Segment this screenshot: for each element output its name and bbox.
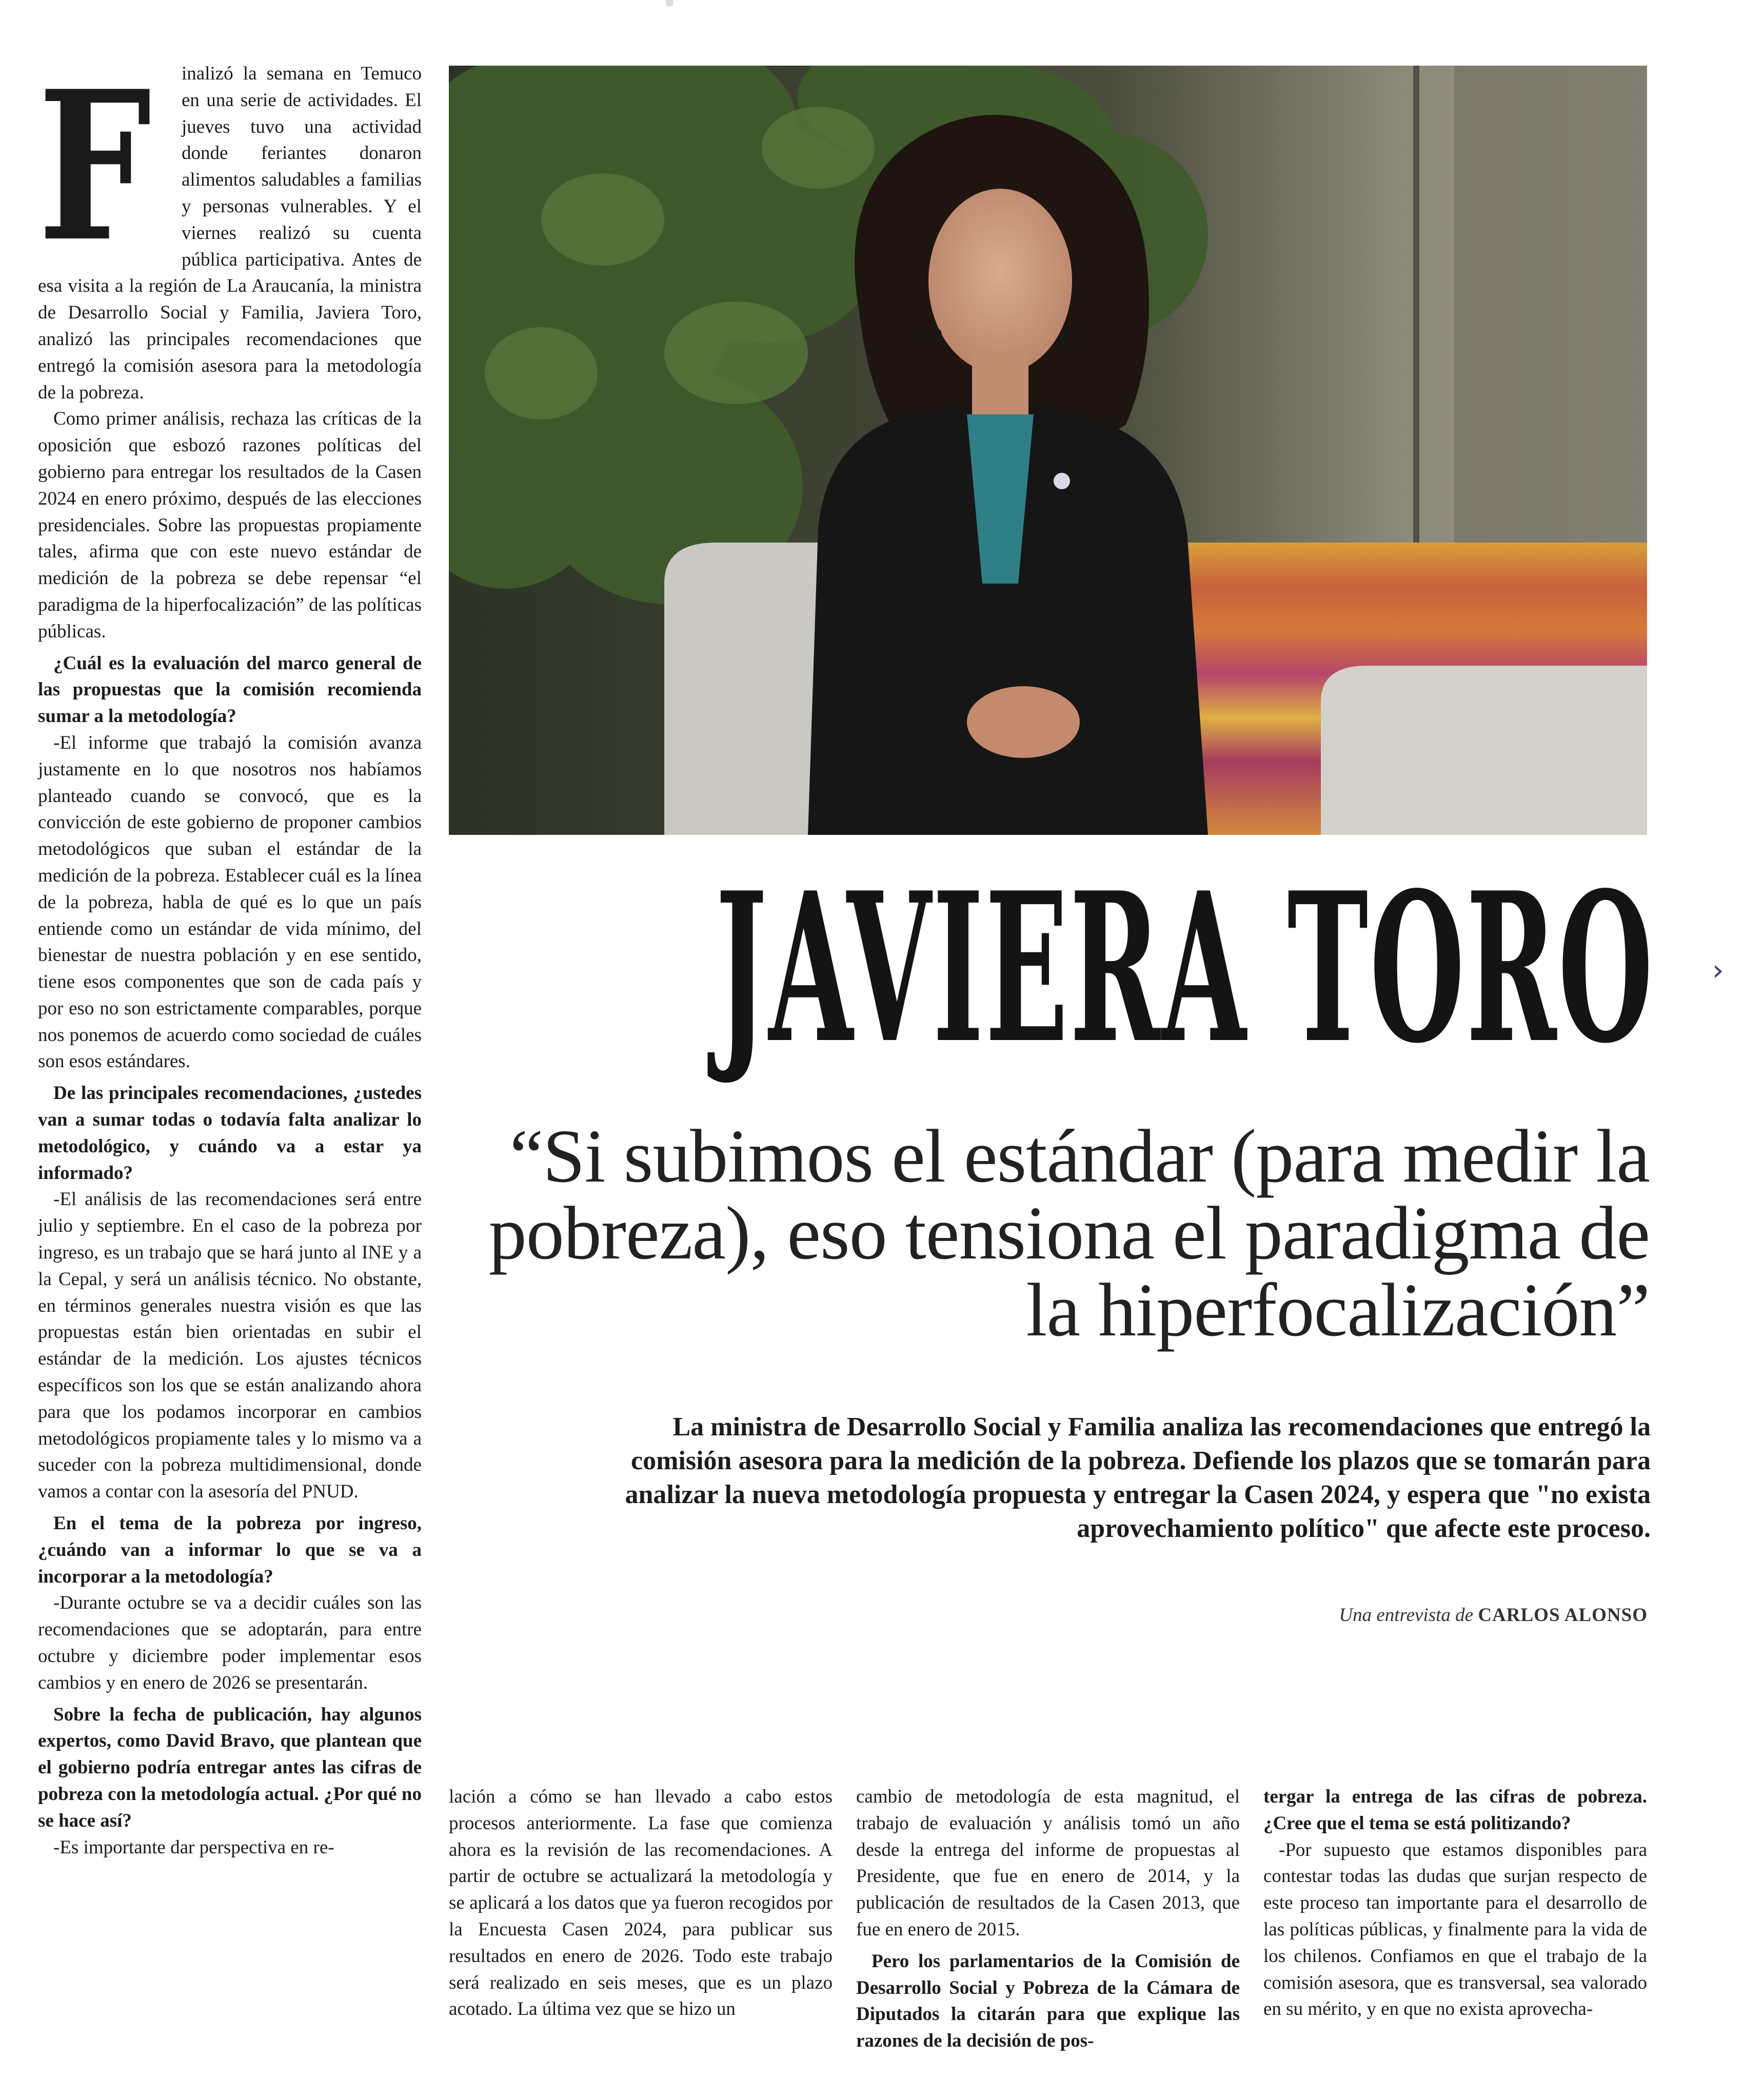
intro-paragraph — [38, 46, 422, 406]
bottom-col-2-text: lación a cómo se han llevado a cabo estos procesos anteriormente. La fase que comienza ahora es la revisión de las recomendaciones. A partir de octubre se actualizará la metodología y se aplicará a los datos que ya fueron recogidos por la Encuesta Casen 2024, para publicar sus resultados en enero de 2026. Todo este trabajo será realizado en seis meses, que es un plazo acotado. La última vez que se hizo un — [449, 1786, 833, 2020]
question-1: ¿Cuál es la evaluación del marco general de las propuestas que la comisión recomienda sumar a la metodología? — [38, 652, 422, 727]
article-left-column — [38, 46, 422, 1861]
byline — [1339, 1604, 1648, 1626]
paragraph-2: Como primer análisis, rechaza las críticas de la oposición que esbozó razones políticas del gobierno para entregar los resultados de la Casen 2024 en enero próximo, después de las elecciones presidenciales. Sobre las propuestas propiamente tales, afirma que con este nuevo estándar de medición de la pobreza se debe repensar “el paradigma de la hiperfocalización” de las políticas públicas. — [38, 408, 422, 642]
article-bottom-column-3 — [856, 1784, 1240, 2054]
bottom-col-4-answer: -Por supuesto que estamos disponibles para contestar todas las dudas que surjan respecto de este proceso tan importante para el desarrollo de las políticas públicas, y finalmente para la vida de los chilenos. Confiamos en que el trabajo de la comisión asesora, que es transversal, sea valorado en su mérito, y en que no exista aprovecha- — [1263, 1839, 1647, 2020]
headline-name: JAVIERA TORO — [716, 848, 1655, 1089]
byline-prefix: Una entrevista de — [1339, 1605, 1474, 1626]
next-page-chevron-icon[interactable]: › — [1712, 954, 1724, 987]
portrait-photo — [449, 66, 1647, 835]
byline-author: CARLOS ALONSO — [1478, 1605, 1648, 1626]
answer-1: -El informe que trabajó la comisión avanza justamente en lo que nosotros nos habíamos planteado cuando se convocó, que es la convicción de este gobierno de proponer cambios metodológicos que suban el estándar de la medición de la pobreza. Establecer cuál es la línea de la pobreza, habla de qué es lo que un país entiende como un estándar de vida mínimo, del bienestar de nuestra población y en ese sentido, tiene esos componentes que son de cada país y por eso no son estrictamente comparables, porque nos ponemos de acuerdo como sociedad de cuáles son esos estándares. — [38, 732, 422, 1072]
question-2: De las principales recomendaciones, ¿ustedes van a sumar todas o todavía falta analizar lo metodológico, y cuándo va a estar ya informado? — [38, 1083, 422, 1184]
intro-text: inalizó la semana en Temuco en una serie de actividades. El jueves tuvo una actividad donde feriantes donaron alimentos saludables a familias y personas vulnerables. Y el viernes realizó su cuenta pública participativa. Antes de esa visita a la región de La Araucanía, la ministra de Desarrollo Social y Familia, Javiera Toro, analizó las principales recomendaciones que entregó la comisión asesora para la metodología de la pobreza. — [38, 63, 422, 403]
pull-quote: “Si subimos el estándar (para medir la pobreza), eso tensiona el paradigma de la hiperfocalización” — [488, 1114, 1650, 1352]
answer-4-start: -Es importante dar perspectiva en re- — [53, 1836, 334, 1858]
question-3: En el tema de la pobreza por ingreso, ¿cuándo van a informar lo que se va a incorporar a la metodología? — [38, 1513, 422, 1587]
bottom-col-3-question: Pero los parlamentarios de la Comisión de Desarrollo Social y Pobreza de la Cámara de Diputados la citarán para que explique las razones de la decisión de pos- — [856, 1950, 1240, 2052]
question-4: Sobre la fecha de publicación, hay algunos expertos, como David Bravo, que plantean que el gobierno podría entregar antes las cifras de pobreza con la metodología actual. ¿Por qué no se hace así? — [38, 1704, 422, 1831]
bottom-col-3-text: cambio de metodología de esta magnitud, el trabajo de evaluación y análisis tomó un año desde la entrega del informe de propuestas al Presidente, que fue en enero de 2014, y la publicación de resultados de la Casen 2013, que fue en enero de 2015. — [856, 1786, 1240, 1940]
bottom-col-4-question: tergar la entrega de las cifras de pobreza. ¿Cree que el tema se está politizando? — [1263, 1786, 1647, 1834]
answer-2: -El análisis de las recomendaciones será entre julio y septiembre. En el caso de la pobreza por ingreso, es un trabajo que se hará junto al INE y a la Cepal, y será un análisis técnico. No obstante, en términos generales nuestra visión es que las propuestas están bien orientadas en subir el estándar de la medición. Los ajustes técnicos específicos son los que se están analizando ahora para que los podamos incorporar en cambios metodológicos propiamente tales y lo mismo va a suceder con la pobreza multidimensional, donde vamos a contar con la asesoría del PNUD. — [38, 1189, 422, 1503]
drop-cap: F — [38, 46, 152, 287]
article-bottom-column-2 — [449, 1784, 833, 2023]
article-bottom-column-4 — [1263, 1784, 1647, 2023]
article-deck: La ministra de Desarrollo Social y Familia analiza las recomendaciones que entregó la comisión asesora para la medición de la pobreza. Defiende los plazos que se tomarán para analizar la nueva metodología propuesta y entregar la Casen 2024, y espera que "no exista aprovechamiento político" que afecte este proceso. — [625, 1412, 1651, 1543]
answer-3: -Durante octubre se va a decidir cuáles son las recomendaciones que se adoptarán, para entre octubre y diciembre poder implementar esos cambios y en enero de 2026 se presentarán. — [38, 1592, 422, 1693]
page-top-marker — [666, 0, 673, 6]
